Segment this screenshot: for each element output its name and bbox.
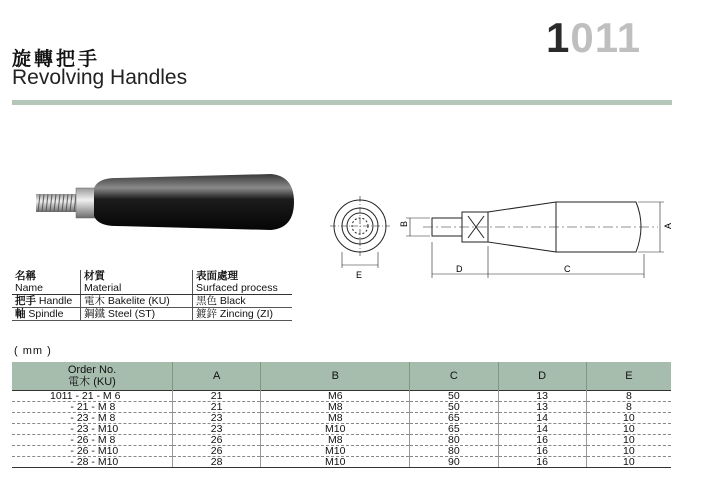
model-number — [546, 14, 641, 62]
dim-label-c: C — [564, 264, 571, 274]
model-number-first: 1 — [546, 14, 571, 61]
material-spec-table — [12, 270, 292, 321]
spec-header-name-cn: 名稱 — [15, 270, 36, 282]
spec-header-name: Name — [12, 282, 81, 295]
col-header-d: D — [498, 362, 586, 391]
spec-cell-name: 軸 Spindle — [12, 308, 81, 321]
spec-header-surface: Surfaced process — [193, 282, 293, 295]
col-header-c: C — [410, 362, 498, 391]
spec-cell-material: 鋼鐵 Steel (ST) — [81, 308, 193, 321]
model-number-rest: 011 — [570, 14, 642, 61]
spec-row-spindle — [12, 308, 292, 321]
spec-header-material: Material — [81, 282, 193, 295]
dim-label-a: A — [663, 222, 673, 229]
unit-label: ( mm ) — [14, 345, 52, 357]
technical-drawing — [318, 188, 678, 280]
dim-label-b: B — [399, 220, 409, 227]
order-no-header: Order No. 電木 (KU) — [12, 362, 173, 391]
dimension-table-header — [12, 362, 671, 391]
title-rule — [12, 100, 672, 105]
spec-cell-surface: 鍍鋅 Zincing (ZI) — [193, 308, 293, 321]
spec-subheader-row — [12, 282, 292, 295]
table-row: - 23 - M10 23 M10 65 14 10 — [12, 424, 671, 435]
dimension-table — [12, 362, 671, 468]
dim-label-e: E — [356, 270, 363, 280]
page-title-cn: 旋轉把手 — [12, 48, 101, 70]
spec-header-row — [12, 270, 292, 282]
dim-label-d: D — [456, 264, 463, 274]
table-row: - 28 - M10 28 M10 90 16 10 — [12, 457, 671, 468]
spec-cell-name: 把手 Handle — [12, 295, 81, 308]
spec-cell-surface: 黑色 Black — [193, 295, 293, 308]
spec-cell-material: 電木 Bakelite (KU) — [81, 295, 193, 308]
handle-photo — [36, 170, 298, 234]
table-row: 1011 - 21 - M 6 21 M6 50 13 8 — [12, 391, 671, 402]
table-row: - 26 - M10 26 M10 80 16 10 — [12, 446, 671, 457]
spec-header-material-cn: 材質 — [81, 270, 193, 282]
col-header-a: A — [173, 362, 261, 391]
table-row: - 23 - M 8 23 M8 65 14 10 — [12, 413, 671, 424]
bakelite-grip — [94, 174, 294, 230]
page-title-en: Revolving Handles — [12, 66, 188, 89]
table-row: - 21 - M 8 21 M8 50 13 8 — [12, 402, 671, 413]
spec-row-handle — [12, 295, 292, 308]
threaded-spindle — [36, 188, 96, 218]
table-row: - 26 - M 8 26 M8 80 16 10 — [12, 435, 671, 446]
col-header-b: B — [261, 362, 410, 391]
spec-header-surface-cn: 表面處理 — [193, 270, 293, 282]
col-header-e: E — [586, 362, 671, 391]
